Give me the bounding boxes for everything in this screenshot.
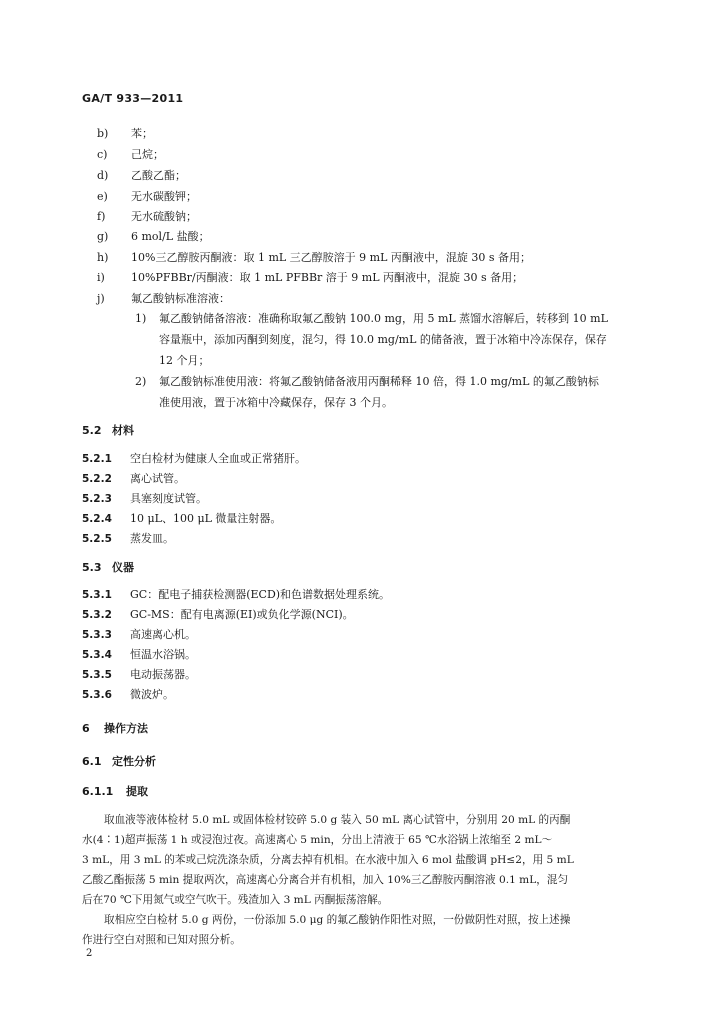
paragraph-line: 乙酸乙酯振荡 5 min 提取两次，高速离心分离合并有机相，加入 10%三乙醇胺丙酮溶液 0.1 mL，混匀 [82,874,569,886]
section-title: 定性分析 [112,755,156,768]
list-item-text: 10%三乙醇胺丙酮液：取 1 mL 三乙醇胺溶于 9 mL 丙酮液中，混旋 30 s 备用； [131,251,532,264]
clause-text: GC：配电子捕获检测器(ECD)和色谱数据处理系统。 [130,588,391,601]
clause [82,628,196,642]
clause-text: 10 μL、100 μL 微量注射器。 [130,512,282,525]
section-title: 提取 [126,785,148,798]
list-item-text: 氟乙酸钠标准溶液： [131,292,230,305]
clause-text: 恒温水浴锅。 [130,648,196,661]
clause-number: 5.2.3 [82,493,112,505]
paragraph-line: 3 mL，用 3 mL 的苯或己烷洗涤杂质，分离去掉有机相。在水液中加入 6 mol 盐酸调 pH≤2，用 5 mL [82,854,574,866]
clause-number: 5.3.4 [82,649,112,661]
section-heading-5-3 [82,561,134,575]
list-item-label: g) [97,230,109,243]
clause-text: GC-MS：配有电离源(EI)或负化学源(NCI)。 [130,608,354,621]
section-heading-6-1-1 [82,785,148,799]
clause-number: 5.3.5 [82,669,112,681]
clause-number: 5.3.6 [82,689,112,701]
section-heading-6 [82,722,148,736]
clause-number: 5.2.2 [82,473,112,485]
paragraph-line: 作进行空白对照和已知对照分析。 [82,934,241,946]
clause-number: 5.2.4 [82,513,112,525]
list-item-label: c) [97,148,108,161]
list-item-label: d) [97,169,109,182]
section-number: 6.1.1 [82,785,114,798]
sub-list-item-line: 准使用液，置于冰箱中冷藏保存，保存 3 个月。 [159,396,393,409]
clause [82,452,306,466]
section-title: 操作方法 [104,722,148,735]
clause [82,688,174,702]
clause [82,532,174,546]
section-title: 材料 [112,424,134,437]
section-heading-6-1 [82,755,156,769]
list-item-label: b) [97,127,109,140]
list-item-label: e) [97,190,108,203]
clause-number: 5.3.1 [82,589,112,601]
sub-list-item-label: 1) [135,312,147,325]
paragraph-line: 取相应空白检材 5.0 g 两份，一份添加 5.0 μg 的氟乙酸钠作阳性对照，一份做阴性对照，按上述操 [104,914,571,926]
clause-text: 微波炉。 [130,688,174,701]
clause [82,512,281,526]
list-item-text: 乙酸乙酯； [131,169,186,182]
clause [82,492,207,506]
clause [82,472,185,486]
list-item-label: i) [97,271,105,284]
page-number: 2 [86,948,93,959]
clause-number: 5.3.2 [82,609,112,621]
clause-text: 离心试管。 [130,472,185,485]
paragraph-line: 后在70 ℃下用氮气或空气吹干。残渣加入 3 mL 丙酮振荡溶解。 [82,894,389,906]
clause-text: 高速离心机。 [130,628,196,641]
section-heading-5-2 [82,424,134,438]
paragraph-line: 取血液等液体检材 5.0 mL 或固体检材铰碎 5.0 g 装入 50 mL 离心试管中，分别用 20 mL 的丙酮 [104,814,571,826]
list-item-text: 10%PFBBr/丙酮液：取 1 mL PFBBr 溶于 9 mL 丙酮液中，混旋 30 s 备用； [131,271,524,284]
clause [82,668,196,682]
sub-list-item-line: 12 个月； [159,354,210,367]
sub-list-item-line: 容量瓶中，添加丙酮到刻度，混匀，得 10.0 mg/mL 的储备液，置于冰箱中冷冻保存，保存 [159,333,607,346]
paragraph-line: 水(4∶1)超声振荡 1 h 或浸泡过夜。高速离心 5 min，分出上清液于 65 ℃水浴锅上浓缩至 2 mL～ [82,834,553,846]
clause-number: 5.2.1 [82,453,112,465]
clause-text: 空白检材为健康人全血或正常猪肝。 [130,452,306,465]
clause-number: 5.3.3 [82,629,112,641]
clause-number: 5.2.5 [82,533,112,545]
sub-list-item-line: 氟乙酸钠储备溶液：准确称取氟乙酸钠 100.0 mg，用 5 mL 蒸馏水溶解后，转移到 10 mL [159,312,608,325]
list-item-text: 己烷； [131,148,164,161]
section-number: 5.3 [82,561,102,574]
list-item-text: 6 mol/L 盐酸； [131,230,210,243]
section-number: 6 [82,722,90,735]
list-item-label: j) [97,292,105,305]
standard-id: GA/T 933—2011 [82,92,184,105]
section-number: 6.1 [82,755,102,768]
sub-list-item-label: 2) [135,375,147,388]
list-item-label: f) [97,210,106,223]
clause-text: 蒸发皿。 [130,532,174,545]
list-item-label: h) [97,251,109,264]
list-item-text: 无水碳酸钾； [131,190,197,203]
clause [82,608,354,622]
sub-list-item-line: 氟乙酸钠标准使用液：将氟乙酸钠储备液用丙酮稀释 10 倍，得 1.0 mg/mL 的氟乙酸钠标 [159,375,599,388]
list-item-text: 无水硫酸钠； [131,210,197,223]
section-title: 仪器 [112,561,134,574]
clause [82,588,390,602]
clause-text: 具塞刻度试管。 [130,492,207,505]
section-number: 5.2 [82,424,102,437]
clause [82,648,196,662]
list-item-text: 苯； [131,127,153,140]
clause-text: 电动振荡器。 [130,668,196,681]
